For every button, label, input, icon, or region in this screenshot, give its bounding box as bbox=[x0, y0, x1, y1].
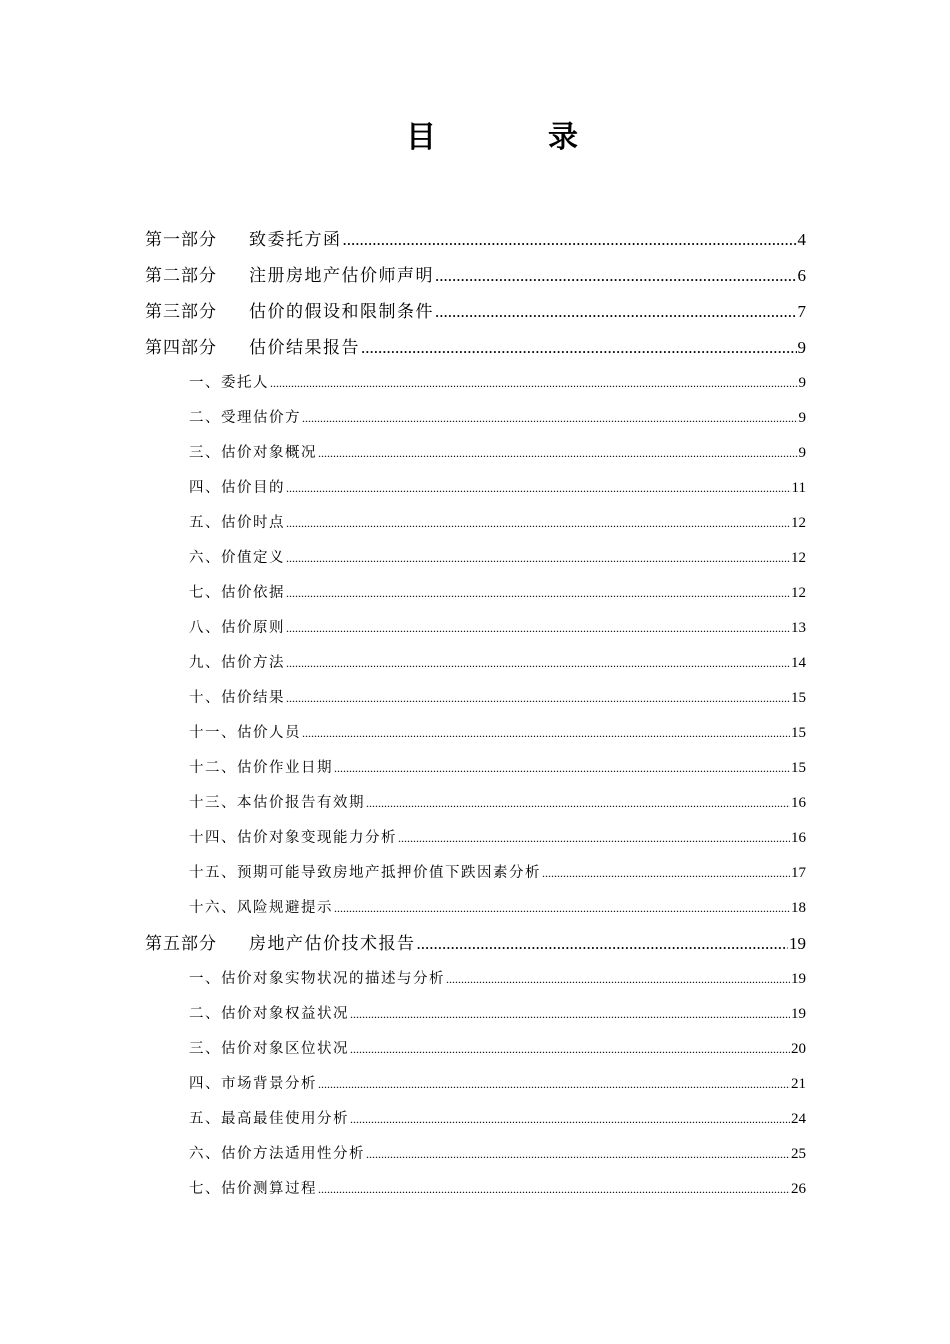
toc-section-entry[interactable] bbox=[189, 891, 806, 926]
toc-page-number: 12 bbox=[791, 550, 806, 566]
toc-page-number: 25 bbox=[791, 1146, 806, 1162]
toc-entry-title: 一、委托人 bbox=[189, 375, 269, 391]
toc-part-label: 第四部分 bbox=[145, 338, 217, 358]
toc-heading bbox=[0, 118, 950, 162]
toc-entry-title: 七、估价测算过程 bbox=[189, 1181, 317, 1197]
toc-section-entry[interactable] bbox=[189, 786, 806, 821]
toc-dot-leader bbox=[417, 926, 789, 962]
toc-page-number: 21 bbox=[791, 1076, 806, 1092]
toc-heading-char-1: 目 bbox=[406, 120, 436, 155]
toc-section-entry[interactable] bbox=[189, 681, 806, 716]
toc-page-number: 9 bbox=[798, 445, 806, 461]
toc-entry-title: 三、估价对象区位状况 bbox=[189, 1041, 349, 1057]
toc-dot-leader bbox=[270, 366, 798, 401]
toc-page-number: 19 bbox=[789, 934, 806, 953]
toc-dot-leader bbox=[350, 1102, 790, 1137]
toc-page-number: 4 bbox=[797, 230, 806, 249]
toc-entry-title: 估价的假设和限制条件 bbox=[249, 302, 434, 322]
toc-entry-title: 四、市场背景分析 bbox=[189, 1076, 317, 1092]
toc-dot-leader bbox=[366, 786, 790, 821]
toc-dot-leader bbox=[334, 891, 790, 926]
toc-entry-title: 八、估价原则 bbox=[189, 620, 285, 636]
toc-dot-leader bbox=[302, 401, 798, 436]
toc-entry-title: 二、估价对象权益状况 bbox=[189, 1006, 349, 1022]
toc-page-number: 15 bbox=[791, 760, 806, 776]
toc-part-entry[interactable] bbox=[145, 294, 806, 330]
toc-dot-leader bbox=[366, 1137, 790, 1172]
toc-section-entry[interactable] bbox=[189, 611, 806, 646]
toc-dot-leader bbox=[286, 471, 791, 506]
toc-section-entry[interactable] bbox=[189, 1172, 806, 1207]
toc-entry-title: 二、受理估价方 bbox=[189, 410, 301, 426]
toc-entry-title: 九、估价方法 bbox=[189, 655, 285, 671]
toc-page-number: 9 bbox=[797, 338, 806, 357]
toc-dot-leader bbox=[350, 1032, 790, 1067]
toc-entry-title: 七、估价依据 bbox=[189, 585, 285, 601]
toc-section-entry[interactable] bbox=[189, 646, 806, 681]
toc-section-entry[interactable] bbox=[189, 576, 806, 611]
toc-heading-char-2: 录 bbox=[548, 120, 578, 155]
toc-section-entry[interactable] bbox=[189, 962, 806, 997]
toc-entry-title: 五、估价时点 bbox=[189, 515, 285, 531]
toc-part-label: 第五部分 bbox=[145, 934, 217, 954]
toc-dot-leader bbox=[318, 1172, 790, 1207]
toc-section-entry[interactable] bbox=[189, 856, 806, 891]
toc-page-number: 9 bbox=[798, 375, 806, 391]
toc-page-number: 18 bbox=[791, 900, 806, 916]
toc-entry-title: 致委托方函 bbox=[249, 230, 342, 250]
toc-entry-title: 六、价值定义 bbox=[189, 550, 285, 566]
toc-entry-title: 四、估价目的 bbox=[189, 480, 285, 496]
toc-entry-title: 六、估价方法适用性分析 bbox=[189, 1146, 365, 1162]
toc-dot-leader bbox=[435, 258, 797, 294]
toc-entry-title: 房地产估价技术报告 bbox=[249, 934, 416, 954]
toc-part-label: 第一部分 bbox=[145, 230, 217, 250]
toc-dot-leader bbox=[286, 646, 790, 681]
toc-part-entry[interactable] bbox=[145, 926, 806, 962]
toc-dot-leader bbox=[343, 222, 797, 258]
toc-dot-leader bbox=[286, 681, 790, 716]
toc-page-number: 15 bbox=[791, 725, 806, 741]
toc-part-entry[interactable] bbox=[145, 222, 806, 258]
toc-dot-leader bbox=[350, 997, 790, 1032]
toc-section-entry[interactable] bbox=[189, 541, 806, 576]
toc-section-entry[interactable] bbox=[189, 1137, 806, 1172]
toc-entry-title: 估价结果报告 bbox=[249, 338, 360, 358]
toc-section-entry[interactable] bbox=[189, 1102, 806, 1137]
toc-section-entry[interactable] bbox=[189, 997, 806, 1032]
toc-dot-leader bbox=[435, 294, 797, 330]
toc-entry-title: 一、估价对象实物状况的描述与分析 bbox=[189, 971, 445, 987]
toc-entry-title: 十五、预期可能导致房地产抵押价值下跌因素分析 bbox=[189, 865, 541, 881]
toc-page-number: 13 bbox=[791, 620, 806, 636]
toc-part-entry[interactable] bbox=[145, 330, 806, 366]
toc-page-number: 14 bbox=[791, 655, 806, 671]
toc-dot-leader bbox=[361, 330, 797, 366]
toc-part-label: 第二部分 bbox=[145, 266, 217, 286]
toc-entry-title: 十六、风险规避提示 bbox=[189, 900, 333, 916]
toc-page-number: 16 bbox=[791, 830, 806, 846]
toc-page-number: 15 bbox=[791, 690, 806, 706]
toc-page-number: 6 bbox=[797, 266, 806, 285]
toc-page-number: 26 bbox=[791, 1181, 806, 1197]
toc-dot-leader bbox=[318, 436, 798, 471]
toc-entry-title: 五、最高最佳使用分析 bbox=[189, 1111, 349, 1127]
toc-page-number: 7 bbox=[797, 302, 806, 321]
toc-dot-leader bbox=[302, 716, 790, 751]
toc-section-entry[interactable] bbox=[189, 716, 806, 751]
toc-entry-title: 十三、本估价报告有效期 bbox=[189, 795, 365, 811]
toc-dot-leader bbox=[318, 1067, 790, 1102]
toc-page-number: 12 bbox=[791, 585, 806, 601]
toc-page-number: 17 bbox=[791, 865, 806, 881]
toc-entry-title: 十一、估价人员 bbox=[189, 725, 301, 741]
toc-page-number: 12 bbox=[791, 515, 806, 531]
toc-entry-title: 十、估价结果 bbox=[189, 690, 285, 706]
toc-part-label: 第三部分 bbox=[145, 302, 217, 322]
toc-page-number: 16 bbox=[791, 795, 806, 811]
toc-entry-title: 十二、估价作业日期 bbox=[189, 760, 333, 776]
toc-section-entry[interactable] bbox=[189, 471, 806, 506]
toc-entry-title: 十四、估价对象变现能力分析 bbox=[189, 830, 397, 846]
toc-dot-leader bbox=[286, 611, 790, 646]
toc-section-entry[interactable] bbox=[189, 436, 806, 471]
toc-dot-leader bbox=[398, 821, 790, 856]
toc-dot-leader bbox=[446, 962, 790, 997]
toc-dot-leader bbox=[542, 856, 790, 891]
toc-section-entry[interactable] bbox=[189, 821, 806, 856]
toc-dot-leader bbox=[286, 541, 790, 576]
toc-dot-leader bbox=[334, 751, 790, 786]
toc-section-entry[interactable] bbox=[189, 1032, 806, 1067]
toc-part-entry[interactable] bbox=[145, 258, 806, 294]
toc-page-number: 20 bbox=[791, 1041, 806, 1057]
toc-page-number: 11 bbox=[791, 480, 806, 496]
toc-page-number: 9 bbox=[798, 410, 806, 426]
toc-dot-leader bbox=[286, 506, 790, 541]
toc-entry-title: 三、估价对象概况 bbox=[189, 445, 317, 461]
toc-section-entry[interactable] bbox=[189, 366, 806, 401]
toc-page-number: 24 bbox=[791, 1111, 806, 1127]
toc-page-number: 19 bbox=[791, 971, 806, 987]
toc-dot-leader bbox=[286, 576, 790, 611]
toc-section-entry[interactable] bbox=[189, 751, 806, 786]
toc-section-entry[interactable] bbox=[189, 401, 806, 436]
toc-page-number: 19 bbox=[791, 1006, 806, 1022]
toc-section-entry[interactable] bbox=[189, 1067, 806, 1102]
toc-entry-title: 注册房地产估价师声明 bbox=[249, 266, 434, 286]
toc-section-entry[interactable] bbox=[189, 506, 806, 541]
